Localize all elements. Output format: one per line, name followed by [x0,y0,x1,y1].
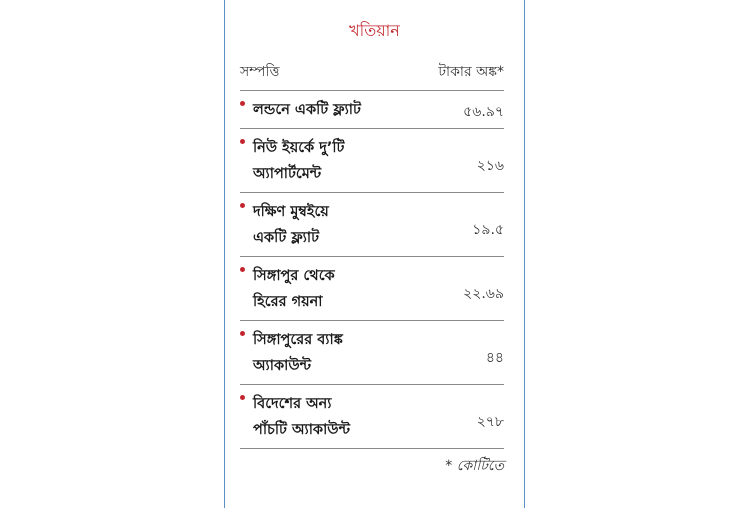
bullet-icon [240,101,245,106]
asset-label-line2: অ্যাপার্টমেন্ট [253,166,322,182]
asset-value: ১৯.৫ [472,222,504,238]
list-item [240,320,504,384]
asset-label [253,97,361,123]
asset-label-line1: নিউ ইয়র্কে দু’টি [253,140,345,156]
asset-label-line2: হিরের গয়না [253,294,323,310]
list-item [240,384,504,448]
bullet-icon [240,139,245,144]
asset-value: ৪৪ [485,350,504,366]
asset-value: ২১৬ [476,158,504,174]
divider [240,448,504,449]
list-item [240,256,504,320]
footnote: * কোটিতে [445,458,504,474]
asset-label-line2: একটি ফ্ল্যাট [253,230,319,246]
header-amount: টাকার অঙ্ক* [438,64,504,80]
list-item [240,128,504,192]
asset-label-line1: বিদেশের অন্য [253,396,332,412]
bullet-icon [240,395,245,400]
asset-label-line2: অ্যাকাউন্ট [253,358,312,374]
asset-value: ২৭৮ [476,414,504,430]
header-asset: সম্পত্তি [240,64,280,80]
asset-list [240,90,504,449]
asset-label-line1: লন্ডনে একটি ফ্ল্যাট [253,102,361,118]
ledger-title: খতিয়ান [349,21,400,40]
bullet-icon [240,331,245,336]
list-item [240,90,504,128]
asset-label [253,199,329,251]
asset-label-line1: সিঙ্গাপুর থেকে [253,268,335,284]
asset-label [253,391,350,443]
asset-label-line2: পাঁচটি অ্যাকাউন্ট [253,422,350,438]
list-item [240,192,504,256]
asset-label [253,263,335,315]
asset-label [253,327,343,379]
bullet-icon [240,203,245,208]
asset-value: ২২.৬৯ [463,286,504,302]
asset-label-line1: সিঙ্গাপুরের ব্যাঙ্ক [253,332,343,348]
asset-value: ৫৬.৯৭ [463,104,504,120]
asset-label-line1: দক্ষিণ মুম্বইয়ে [253,204,329,220]
asset-label [253,135,344,187]
bullet-icon [240,267,245,272]
ledger-panel [224,0,525,508]
